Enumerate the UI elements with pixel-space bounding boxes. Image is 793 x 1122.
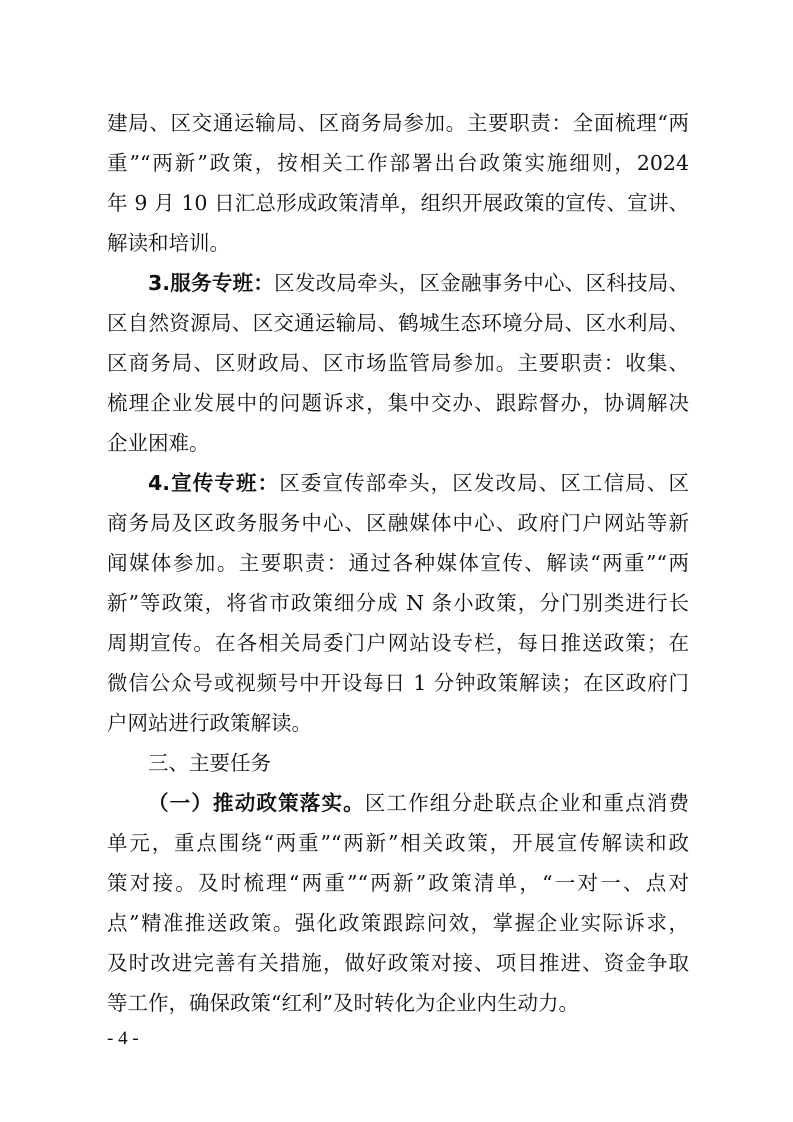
text-line: 重”“两新”政策，按相关工作部署出台政策实施细则，2024 — [107, 151, 689, 175]
text-line: 企业困难。 — [107, 431, 210, 455]
text-line: 梳理企业发展中的问题诉求，集中交办、跟踪督办，协调解决 — [107, 391, 689, 415]
text-line: 点”精准推送政策。强化政策跟踪问效，掌握企业实际诉求， — [107, 911, 689, 935]
text-line: 区商务局、区财政局、区市场监管局参加。主要职责：收集、 — [107, 351, 689, 375]
text-line: 周期宣传。在各相关局委门户网站设专栏，每日推送政策；在 — [107, 631, 689, 655]
text-line: 新”等政策，将省市政策细分成 N 条小政策，分门别类进行长 — [107, 591, 689, 615]
text-span: 区委宣传部牵头，区发改局、区工信局、区 — [279, 471, 689, 495]
section-lead: 3.服务专班： — [148, 271, 275, 295]
text-span: 区发改局牵头，区金融事务中心、区科技局、 — [274, 271, 690, 295]
page-number: - 4 - — [107, 1028, 139, 1049]
text-line: 微信公众号或视频号中开设每日 1 分钟政策解读；在区政府门 — [107, 671, 689, 695]
text-line: 户网站进行政策解读。 — [107, 711, 312, 735]
text-line: 建局、区交通运输局、区商务局参加。主要职责：全面梳理“两 — [107, 111, 689, 135]
text-line: 策对接。及时梳理“两重”“两新”政策清单，“一对一、点对 — [107, 871, 689, 895]
text-line: 区自然资源局、区交通运输局、鹤城生态环境分局、区水利局、 — [107, 311, 689, 335]
text-line: 等工作，确保政策“红利”及时转化为企业内生动力。 — [107, 991, 579, 1015]
text-line: 单元，重点围绕“两重”“两新”相关政策，开展宣传解读和政 — [107, 831, 689, 855]
text-line — [148, 263, 689, 303]
text-line: 闻媒体参加。主要职责：通过各种媒体宣传、解读“两重”“两 — [107, 551, 689, 575]
text-span: 区工作组分赴联点企业和重点消费 — [364, 791, 689, 815]
text-line — [148, 463, 689, 503]
section-heading: 三、主要任务 — [148, 751, 271, 775]
section-lead: （一）推动政策落实。 — [148, 791, 365, 815]
text-line: 商务局及区政务服务中心、区融媒体中心、政府门户网站等新 — [107, 511, 689, 535]
text-line: 及时改进完善有关措施，做好政策对接、项目推进、资金争取 — [107, 951, 689, 975]
text-line: 解读和培训。 — [107, 231, 230, 255]
text-line — [148, 783, 689, 823]
section-lead: 4.宣传专班： — [148, 471, 280, 495]
text-line: 年 9 月 10 日汇总形成政策清单，组织开展政策的宣传、宣讲、 — [107, 191, 689, 215]
